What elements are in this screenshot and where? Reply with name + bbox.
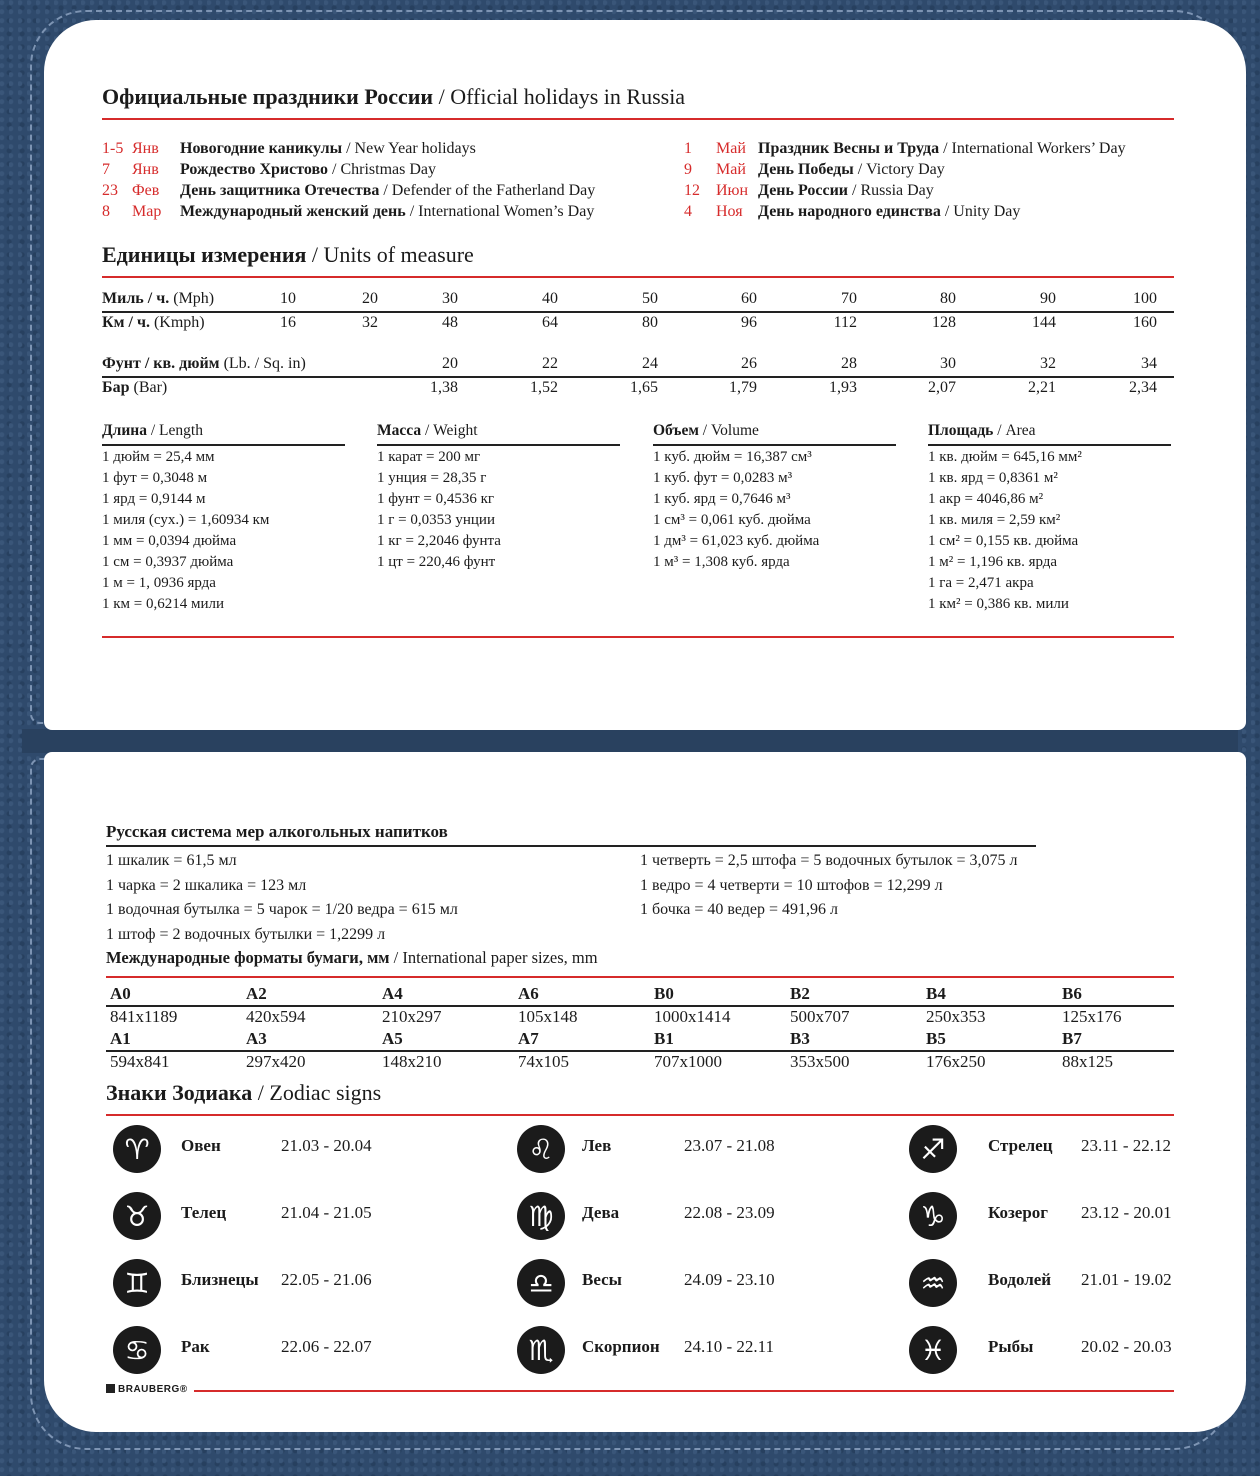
holiday-name-en: / Russia Day [852, 182, 934, 199]
paper-format-name: B4 [926, 984, 946, 1003]
holiday-month: Ноя [716, 203, 743, 220]
pisces-icon [906, 1323, 960, 1377]
zodiac-sign-name: Лев [582, 1136, 612, 1155]
holiday-month: Июн [716, 182, 749, 199]
paper-format-size: 125x176 [1062, 1007, 1122, 1026]
bottom-page [44, 752, 1246, 1432]
unit-conversion-line: 1 миля (сух.) = 1,60934 км [102, 512, 270, 528]
kmh-value: 64 [542, 314, 558, 331]
psi-value: 28 [841, 355, 857, 372]
paper-format-name: A5 [382, 1029, 403, 1048]
holiday-month: Янв [132, 140, 159, 157]
unit-conversion-line: 1 дюйм = 25,4 мм [102, 449, 215, 465]
holiday-name [758, 161, 945, 179]
zodiac-sign-dates: 23.11 - 22.12 [1081, 1136, 1172, 1155]
zodiac-sign-dates: 22.05 - 21.06 [281, 1270, 372, 1289]
red-divider [102, 276, 1174, 278]
holiday-day: 4 [684, 203, 692, 220]
mph-label: Миль / ч. (Mph) [102, 290, 215, 307]
holiday-name [758, 203, 1020, 221]
unit-conversion-line: 1 кв. дюйм = 645,16 мм² [928, 449, 1082, 465]
svg-text:♉: ♉ [124, 1200, 150, 1233]
svg-text:♎: ♎ [528, 1267, 554, 1300]
holiday-month: Май [716, 140, 746, 157]
kmh-value: 144 [1032, 314, 1056, 331]
holiday-name [758, 140, 1126, 158]
zodiac-sign-name: Рыбы [988, 1337, 1034, 1356]
holiday-name-en: / Christmas Day [332, 161, 437, 178]
unit-conversion-line: 1 куб. фут = 0,0283 м³ [653, 470, 793, 486]
paper-format-name: B6 [1062, 984, 1082, 1003]
kmh-value: 32 [362, 314, 378, 331]
paper-format-size: 841x1189 [110, 1007, 178, 1026]
unit-column-title [653, 422, 759, 440]
alcohol-measure: 1 чарка = 2 шкалика = 123 мл [106, 876, 307, 894]
aquarius-icon [906, 1256, 960, 1310]
holiday-name-ru: Международный женский день [180, 203, 406, 220]
paper-format-size: 105x148 [518, 1007, 578, 1026]
leo-icon [514, 1122, 568, 1176]
holiday-name [180, 182, 595, 200]
unit-conversion-line: 1 г = 0,0353 унции [377, 512, 495, 528]
unit-conversion-line: 1 кг = 2,2046 фунта [377, 533, 501, 549]
unit-conversion-line: 1 куб. дюйм = 16,387 см³ [653, 449, 812, 465]
paper-format-name: A1 [110, 1029, 131, 1048]
bar-value: 1,52 [530, 379, 558, 396]
alcohol-measure: 1 ведро = 4 четверти = 10 штофов = 12,299 л [640, 876, 943, 894]
holiday-day: 7 [102, 161, 110, 178]
unit-conversion-line: 1 дм³ = 61,023 куб. дюйма [653, 533, 820, 549]
unit-conversion-line: 1 унция = 28,35 г [377, 470, 487, 486]
holiday-name-ru: День России [758, 182, 848, 199]
holiday-name [758, 182, 934, 200]
holiday-name [180, 140, 476, 158]
table-rule [102, 376, 1174, 378]
holiday-day: 1 [684, 140, 692, 157]
alcohol-measure: 1 четверть = 2,5 штофа = 5 водочных бутылок = 3,075 л [640, 852, 1018, 869]
psi-value: 24 [642, 355, 658, 372]
zodiac-sign-dates: 22.06 - 22.07 [281, 1337, 372, 1356]
mph-value: 20 [362, 290, 378, 307]
unit-conversion-line: 1 фут = 0,3048 м [102, 470, 208, 486]
unit-column-title-ru: Масса [377, 422, 422, 439]
holiday-name [180, 161, 436, 179]
scorpio-icon [514, 1323, 568, 1377]
unit-conversion-line: 1 см³ = 0,061 куб. дюйма [653, 512, 811, 528]
unit-conversion-line: 1 км = 0,6214 мили [102, 596, 225, 612]
zodiac-sign-name: Водолей [988, 1270, 1052, 1289]
holiday-month: Мар [132, 203, 162, 220]
mph-value: 60 [741, 290, 757, 307]
mph-value: 40 [542, 290, 558, 307]
mph-value: 10 [280, 290, 296, 307]
bar-label: Бар (Bar) [102, 379, 168, 396]
alcohol-measure: 1 бочка = 40 ведер = 491,96 л [640, 901, 839, 919]
bar-value: 1,93 [829, 379, 857, 396]
taurus-icon [110, 1189, 164, 1243]
top-page [44, 20, 1246, 730]
unit-column-title-en: / Weight [424, 422, 478, 439]
unit-conversion-line: 1 куб. ярд = 0,7646 м³ [653, 491, 791, 507]
unit-conversion-line: 1 ярд = 0,9144 м [102, 491, 206, 507]
red-divider [194, 1390, 1174, 1392]
column-rule [377, 444, 620, 446]
unit-conversion-line: 1 м³ = 1,308 куб. ярда [653, 554, 790, 570]
zodiac-sign-dates: 21.03 - 20.04 [281, 1136, 372, 1155]
column-rule [928, 444, 1171, 446]
paper-format-name: B7 [1062, 1029, 1082, 1048]
unit-conversion-line: 1 га = 2,471 акра [928, 575, 1034, 591]
bar-value: 1,38 [430, 379, 458, 396]
red-divider [106, 976, 1174, 978]
zodiac-sign-dates: 24.10 - 22.11 [684, 1337, 775, 1356]
zodiac-sign-dates: 23.12 - 20.01 [1081, 1203, 1172, 1222]
unit-conversion-line: 1 акр = 4046,86 м² [928, 491, 1044, 507]
zodiac-sign-dates: 23.07 - 21.08 [684, 1136, 775, 1155]
svg-text:♌: ♌ [528, 1133, 554, 1166]
unit-column-title-en: / Volume [702, 422, 759, 439]
alcohol-measure: 1 водочная бутылка = 5 чарок = 1/20 ведра = 615 мл [106, 901, 458, 919]
paper-format-size: 707x1000 [654, 1052, 722, 1071]
mph-value: 90 [1040, 290, 1056, 307]
paper-format-size: 210x297 [382, 1007, 442, 1026]
psi-value: 30 [940, 355, 956, 372]
svg-text:♑: ♑ [920, 1200, 946, 1233]
paper-format-name: B5 [926, 1029, 946, 1048]
paper-format-name: A6 [518, 984, 539, 1003]
kmh-value: 128 [932, 314, 956, 331]
holiday-name [180, 203, 594, 221]
paper-format-name: A0 [110, 984, 131, 1003]
unit-conversion-line: 1 м² = 1,196 кв. ярда [928, 554, 1058, 570]
holiday-name-ru: День защитника Отечества [180, 182, 380, 199]
unit-conversion-line: 1 мм = 0,0394 дюйма [102, 533, 237, 549]
psi-value: 34 [1141, 355, 1157, 372]
zodiac-sign-name: Овен [181, 1136, 221, 1155]
holiday-day: 1-5 [102, 140, 124, 157]
aries-icon [110, 1122, 164, 1176]
kmh-value: 112 [833, 314, 857, 331]
paper-format-size: 148x210 [382, 1052, 442, 1071]
unit-column-title-ru: Длина [102, 422, 147, 439]
zodiac-sign-name: Рак [181, 1337, 210, 1356]
holiday-month: Фев [132, 182, 160, 199]
holiday-day: 9 [684, 161, 692, 178]
paper-format-size: 74x105 [518, 1052, 569, 1071]
holiday-day: 12 [684, 182, 700, 199]
zodiac-sign-name: Близнецы [181, 1270, 259, 1289]
kmh-value: 48 [442, 314, 458, 331]
svg-text:♈: ♈ [124, 1133, 150, 1166]
column-rule [653, 444, 896, 446]
libra-icon [514, 1256, 568, 1310]
paper-format-name: A7 [518, 1029, 539, 1048]
paper-format-name: B1 [654, 1029, 674, 1048]
svg-text:♊: ♊ [124, 1267, 150, 1300]
paper-format-size: 500x707 [790, 1007, 850, 1026]
unit-column-title [102, 422, 203, 440]
kmh-label: Км / ч. (Kmph) [102, 314, 205, 331]
gemini-icon [110, 1256, 164, 1310]
unit-conversion-line: 1 кв. миля = 2,59 км² [928, 512, 1061, 528]
unit-column-title-ru: Объем [653, 422, 699, 439]
notebook-spine [22, 729, 1238, 753]
holiday-name-en: / Unity Day [944, 203, 1021, 220]
zodiac-sign-dates: 20.02 - 20.03 [1081, 1337, 1172, 1356]
holiday-name-en: / International Workers’ Day [943, 140, 1126, 157]
paper-format-name: B3 [790, 1029, 810, 1048]
paper-format-name: A4 [382, 984, 403, 1003]
unit-column-title-en: / Length [150, 422, 203, 439]
kmh-value: 80 [642, 314, 658, 331]
zodiac-title: Знаки Зодиака / Zodiac signs [106, 1080, 382, 1105]
bar-value: 1,65 [630, 379, 658, 396]
unit-conversion-line: 1 см² = 0,155 кв. дюйма [928, 533, 1079, 549]
units-title: Единицы измерения / Units of measure [102, 242, 474, 267]
red-divider [102, 636, 1174, 638]
holiday-name-en: / New Year holidays [346, 140, 476, 157]
holiday-day: 8 [102, 203, 110, 220]
mph-value: 30 [442, 290, 458, 307]
zodiac-sign-name: Дева [582, 1203, 620, 1222]
zodiac-sign-name: Козерог [988, 1203, 1049, 1222]
kmh-value: 16 [280, 314, 296, 331]
unit-conversion-line: 1 км² = 0,386 кв. мили [928, 596, 1069, 612]
holiday-day: 23 [102, 182, 118, 199]
paper-format-size: 1000x1414 [654, 1007, 731, 1026]
paper-format-size: 420x594 [246, 1007, 306, 1026]
mph-value: 80 [940, 290, 956, 307]
paper-format-size: 88x125 [1062, 1052, 1113, 1071]
holiday-name-ru: Праздник Весны и Труда [758, 140, 940, 157]
table-rule [106, 845, 1036, 847]
svg-text:♏: ♏ [528, 1334, 554, 1367]
cancer-icon [110, 1323, 164, 1377]
brand-logo: BRAUBERG® [106, 1384, 188, 1395]
zodiac-sign-name: Телец [181, 1203, 227, 1222]
holiday-name-ru: Новогодние каникулы [180, 140, 343, 157]
psi-value: 32 [1040, 355, 1056, 372]
bar-value: 1,79 [729, 379, 757, 396]
zodiac-sign-name: Скорпион [582, 1337, 660, 1356]
paper-title: Международные форматы бумаги, мм / International paper sizes, mm [106, 948, 598, 967]
capricorn-icon [906, 1189, 960, 1243]
psi-value: 26 [741, 355, 757, 372]
unit-conversion-line: 1 фунт = 0,4536 кг [377, 491, 495, 507]
holiday-name-en: / International Women’s Day [409, 203, 595, 220]
unit-column-title [377, 422, 478, 440]
psi-value: 20 [442, 355, 458, 372]
red-divider [102, 118, 1174, 120]
paper-format-size: 250x353 [926, 1007, 986, 1026]
bar-value: 2,34 [1129, 379, 1157, 396]
holidays-title: Официальные праздники России / Official holidays in Russia [102, 84, 686, 109]
red-divider [106, 1114, 1174, 1116]
zodiac-sign-name: Стрелец [988, 1136, 1053, 1155]
zodiac-sign-dates: 21.04 - 21.05 [281, 1203, 372, 1222]
column-rule [102, 444, 345, 446]
paper-format-name: B2 [790, 984, 810, 1003]
alcohol-measure: 1 шкалик = 61,5 мл [106, 852, 237, 869]
paper-format-name: A2 [246, 984, 267, 1003]
virgo-icon [514, 1189, 568, 1243]
zodiac-sign-name: Весы [582, 1270, 622, 1289]
svg-text:♋: ♋ [124, 1334, 150, 1367]
zodiac-sign-dates: 22.08 - 23.09 [684, 1203, 775, 1222]
holiday-month: Янв [132, 161, 159, 178]
mph-value: 50 [642, 290, 658, 307]
zodiac-sign-dates: 21.01 - 19.02 [1081, 1270, 1172, 1289]
unit-conversion-line: 1 см = 0,3937 дюйма [102, 554, 234, 570]
holiday-name-ru: День народного единства [758, 203, 941, 220]
unit-conversion-line: 1 кв. ярд = 0,8361 м² [928, 470, 1058, 486]
bar-value: 2,21 [1028, 379, 1056, 396]
psi-label: Фунт / кв. дюйм (Lb. / Sq. in) [102, 355, 306, 372]
svg-text:♓: ♓ [920, 1334, 946, 1367]
unit-column-title-en: / Area [997, 422, 1036, 439]
sagittarius-icon [906, 1122, 960, 1176]
unit-conversion-line: 1 карат = 200 мг [377, 449, 481, 465]
kmh-value: 160 [1133, 314, 1157, 331]
bar-value: 2,07 [928, 379, 956, 396]
unit-conversion-line: 1 цт = 220,46 фунт [377, 554, 496, 570]
svg-text:♒: ♒ [920, 1267, 946, 1300]
alcohol-measure: 1 штоф = 2 водочных бутылки = 1,2299 л [106, 926, 386, 944]
holiday-name-ru: День Победы [758, 161, 854, 178]
svg-text:♍: ♍ [528, 1200, 554, 1233]
paper-format-size: 353x500 [790, 1052, 850, 1071]
holiday-name-en: / Victory Day [857, 161, 945, 178]
alcohol-title: Русская система мер алкогольных напитков [106, 822, 448, 841]
paper-format-size: 176x250 [926, 1052, 986, 1071]
mph-value: 100 [1133, 290, 1157, 307]
holiday-month: Май [716, 161, 746, 178]
mph-value: 70 [841, 290, 857, 307]
unit-column-title-ru: Площадь [928, 422, 994, 439]
paper-format-size: 297x420 [246, 1052, 306, 1071]
paper-format-name: B0 [654, 984, 674, 1003]
svg-text:♐: ♐ [920, 1133, 946, 1166]
paper-format-name: A3 [246, 1029, 267, 1048]
zodiac-sign-dates: 24.09 - 23.10 [684, 1270, 775, 1289]
unit-conversion-line: 1 м = 1, 0936 ярда [102, 575, 216, 591]
holiday-name-en: / Defender of the Fatherland Day [383, 182, 596, 199]
paper-format-size: 594x841 [110, 1052, 170, 1071]
unit-column-title [928, 422, 1036, 440]
kmh-value: 96 [741, 314, 757, 331]
psi-value: 22 [542, 355, 558, 372]
holiday-name-ru: Рождество Христово [180, 161, 329, 178]
table-rule [102, 311, 1174, 313]
